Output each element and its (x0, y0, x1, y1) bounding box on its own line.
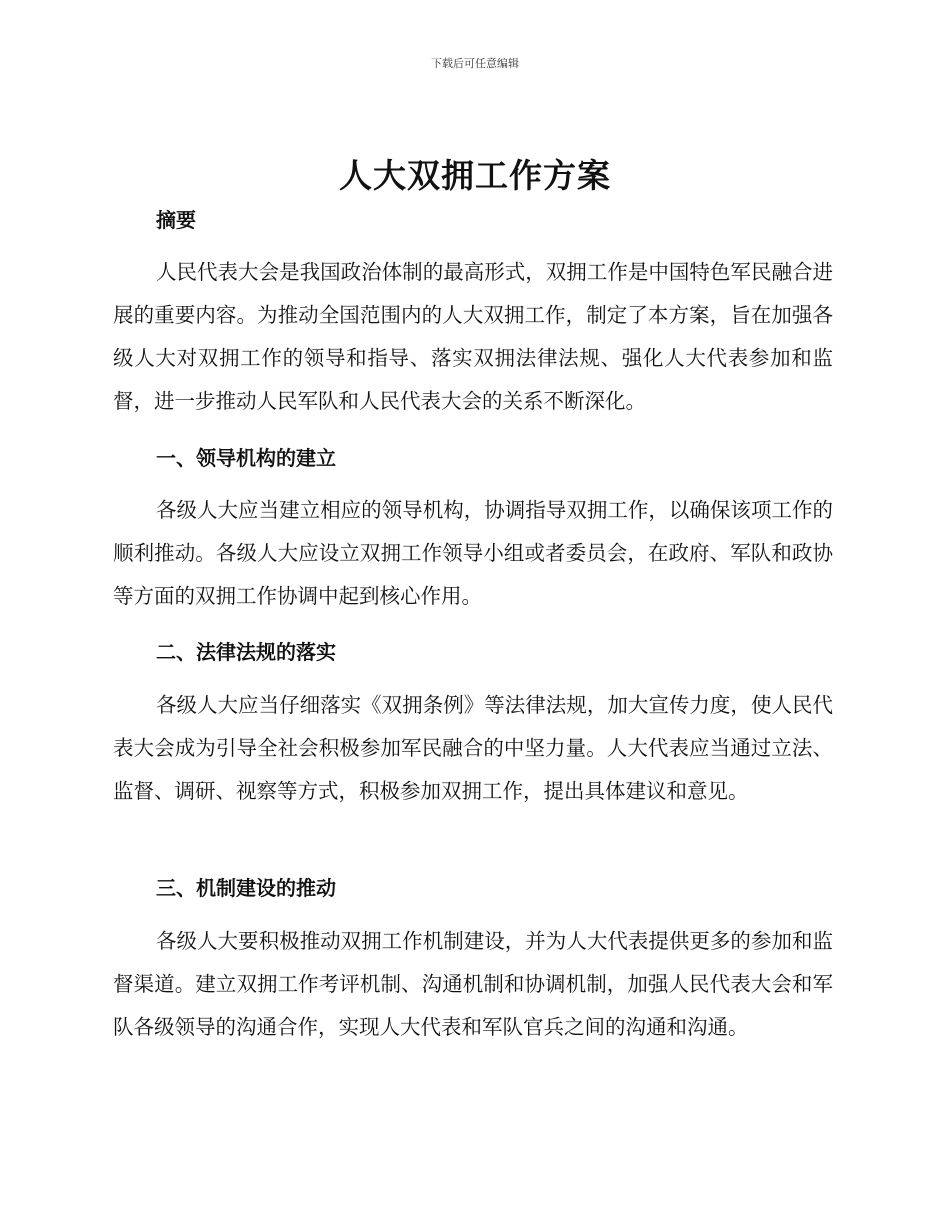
abstract-paragraph: 人民代表大会是我国政治体制的最高形式，双拥工作是中国特色军民融合进展的重要内容。为推动全国范围内的人大双拥工作，制定了本方案，旨在加强各级人大对双拥工作的领导和指导、落实双拥法律法规、强化人大代表参加和监督，进一步推动人民军队和人民代表大会的关系不断深化。 (113, 260, 833, 413)
abstract-heading: 摘要 (156, 208, 196, 232)
section-2-heading: 二、法律法规的落实 (156, 640, 336, 664)
section-1-paragraph: 各级人大应当建立相应的领导机构，协调指导双拥工作，以确保该项工作的顺利推动。各级人大应设立双拥工作领导小组或者委员会，在政府、军队和政协等方面的双拥工作协调中起到核心作用。 (113, 498, 833, 608)
document-title: 人大双拥工作方案 (339, 156, 611, 195)
section-3-paragraph: 各级人大要积极推动双拥工作机制建设，并为人大代表提供更多的参加和监督渠道。建立双拥工作考评机制、沟通机制和协调机制，加强人民代表大会和军队各级领导的沟通合作，实现人大代表和军队官兵之间的沟通和沟通。 (113, 929, 833, 1039)
section-2-paragraph: 各级人大应当仔细落实《双拥条例》等法律法规，加大宣传力度，使人民代表大会成为引导全社会积极参加军民融合的中坚力量。人大代表应当通过立法、监督、调研、视察等方式，积极参加双拥工作，提出具体建议和意见。 (113, 693, 833, 803)
header-note: 下载后可任意编辑 (431, 57, 519, 70)
section-3-heading: 三、机制建设的推动 (156, 876, 336, 900)
section-1-heading: 一、领导机构的建立 (156, 446, 336, 470)
